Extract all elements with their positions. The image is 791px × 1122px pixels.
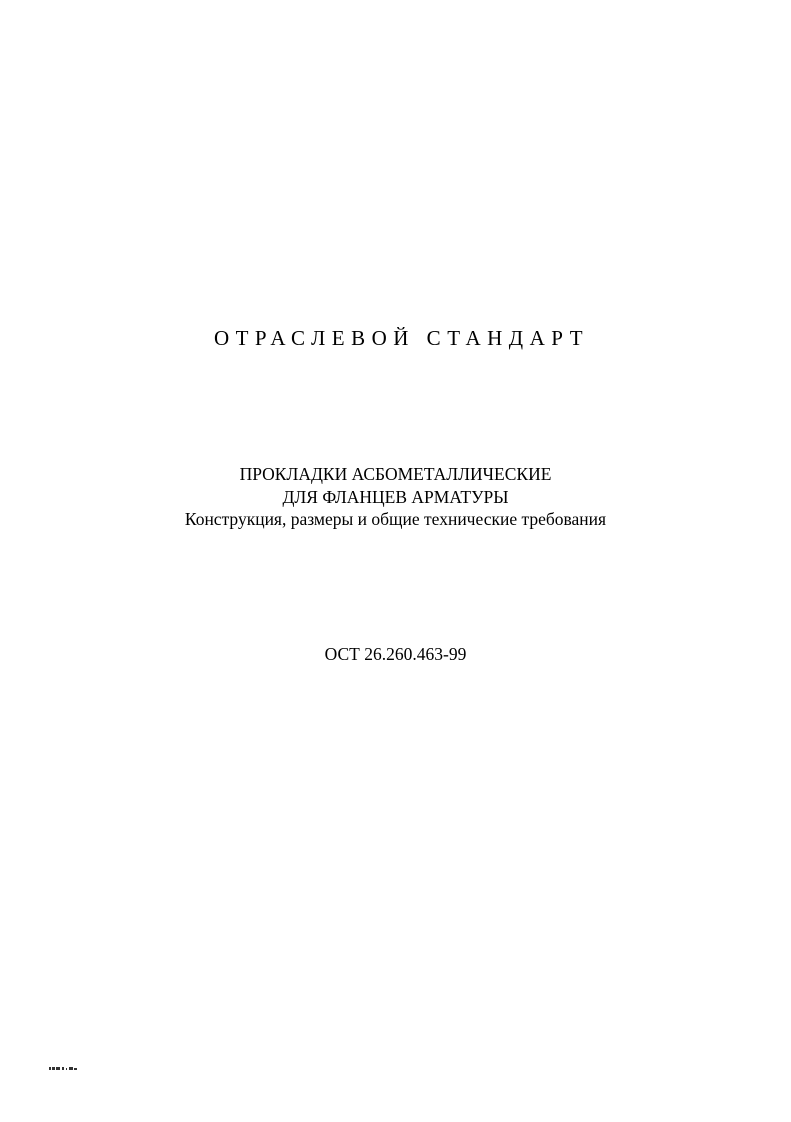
standard-designation: ОСТ 26.260.463-99 xyxy=(324,644,467,664)
standard-heading: ОТРАСЛЕВОЙ СТАНДАРТ xyxy=(213,326,590,350)
document-subtitle: Конструкция, размеры и общие технические требования xyxy=(184,509,607,529)
scan-watermark-mark xyxy=(49,1066,81,1072)
watermark-glyphs xyxy=(49,1066,81,1071)
document-title-line-2: ДЛЯ ФЛАНЦЕВ АРМАТУРЫ xyxy=(282,487,509,507)
document-title-line-1: ПРОКЛАДКИ АСБОМЕТАЛЛИЧЕСКИЕ xyxy=(239,464,552,484)
